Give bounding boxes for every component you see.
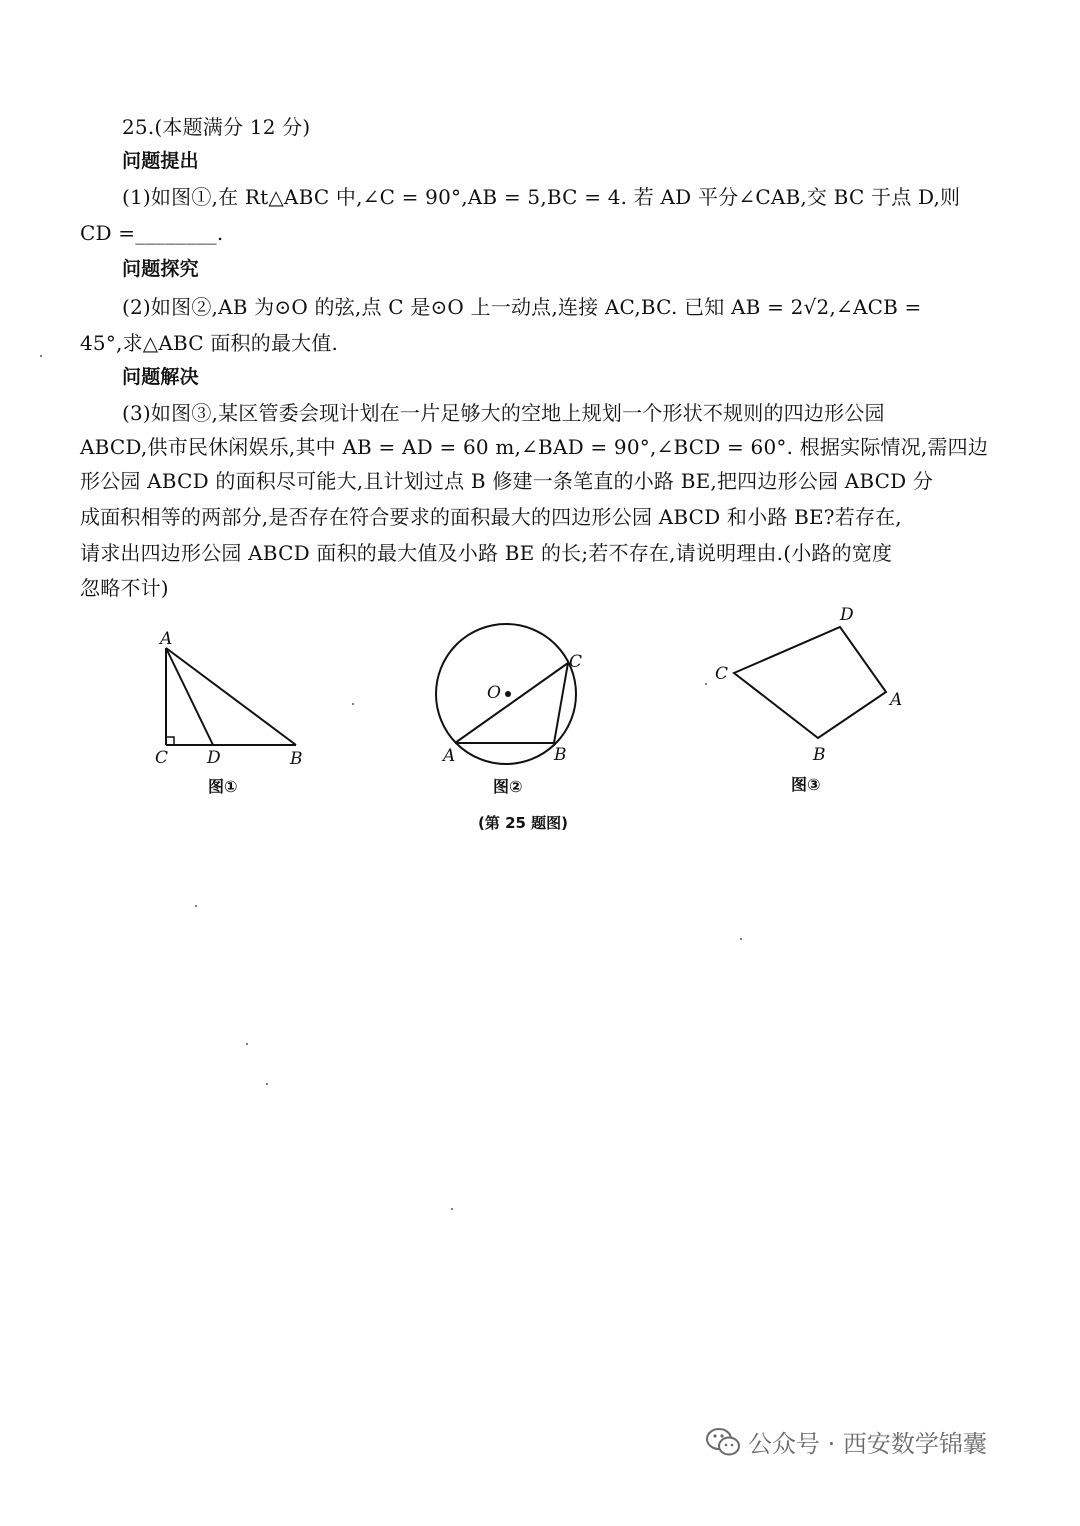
figure-1-caption: 图①: [208, 777, 238, 796]
label-D: D: [840, 605, 854, 625]
part1-text-line1: (1)如图①,在 Rt△ABC 中,∠C = 90°,AB = 5,BC = 4. 若 AD 平分∠CAB,交 BC 于点 D,则: [122, 185, 961, 209]
center-dot: [505, 691, 511, 697]
right-angle-mark: [166, 737, 174, 745]
watermark-text: 公众号 · 西安数学锦囊: [748, 1430, 987, 1458]
scan-speck: [451, 1208, 453, 1210]
part3-text-line6: 忽略不计): [80, 576, 169, 600]
section-heading-solve: 问题解决: [122, 366, 199, 388]
figure-3-quadrilateral: [700, 600, 920, 770]
part3-text-line4: 成面积相等的两部分,是否存在符合要求的面积最大的四边形公园 ABCD 和小路 BE?若存在,: [80, 505, 902, 529]
part2-text-line2: 45°,求△ABC 面积的最大值.: [80, 331, 339, 355]
wechat-watermark: [706, 1424, 987, 1459]
part3-text-line2: ABCD,供市民休闲娱乐,其中 AB = AD = 60 m,∠BAD = 90°,∠BCD = 60°. 根据实际情况,需四边: [80, 435, 989, 459]
label-C: C: [155, 748, 169, 768]
scan-speck: [705, 683, 707, 685]
label-B: B: [813, 745, 826, 765]
scan-speck: [40, 355, 42, 357]
part3-text-line5: 请求出四边形公园 ABCD 面积的最大值及小路 BE 的长;若不存在,请说明理由.(小路的宽度: [80, 541, 893, 565]
figure-1-triangle: [140, 620, 330, 780]
label-A: A: [443, 746, 456, 766]
label-C: C: [715, 664, 729, 684]
label-B: B: [554, 745, 567, 765]
part3-text-line1: (3)如图③,某区管委会现计划在一片足够大的空地上规划一个形状不规则的四边形公园: [122, 401, 885, 425]
chord-AC: [455, 663, 568, 743]
section-heading-raise: 问题提出: [122, 150, 199, 172]
part2-text-line1: (2)如图②,AB 为⊙O 的弦,点 C 是⊙O 上一动点,连接 AC,BC. 已知 AB = 2√2,∠ACB =: [122, 295, 922, 319]
segment-AB: [166, 648, 296, 745]
part3-text-line3: 形公园 ABCD 的面积尽可能大,且计划过点 B 修建一条笔直的小路 BE,把四边形公园 ABCD 分: [80, 469, 934, 493]
label-O: O: [487, 683, 501, 703]
label-C: C: [569, 652, 583, 672]
scan-speck: [266, 1083, 268, 1085]
figure-2-circle: [430, 615, 600, 775]
figure-3-caption: 图③: [791, 775, 821, 794]
quadrilateral-ABCD: [734, 627, 886, 738]
scan-speck: [195, 905, 197, 907]
wechat-icon: [706, 1427, 740, 1457]
section-heading-explore: 问题探究: [122, 258, 199, 280]
scan-speck: [246, 1043, 248, 1045]
scan-speck: [352, 703, 354, 705]
figure-2-caption: 图②: [493, 777, 523, 796]
label-D: D: [207, 748, 221, 768]
label-B: B: [290, 749, 303, 769]
problem-number: 25.(本题满分 12 分): [122, 115, 311, 139]
label-A: A: [890, 690, 903, 710]
label-A: A: [160, 629, 173, 649]
part1-text-line2: CD =________.: [80, 221, 224, 245]
segment-AD: [166, 648, 213, 745]
figure-group-caption: (第 25 题图): [478, 814, 569, 832]
scan-speck: [740, 938, 742, 940]
